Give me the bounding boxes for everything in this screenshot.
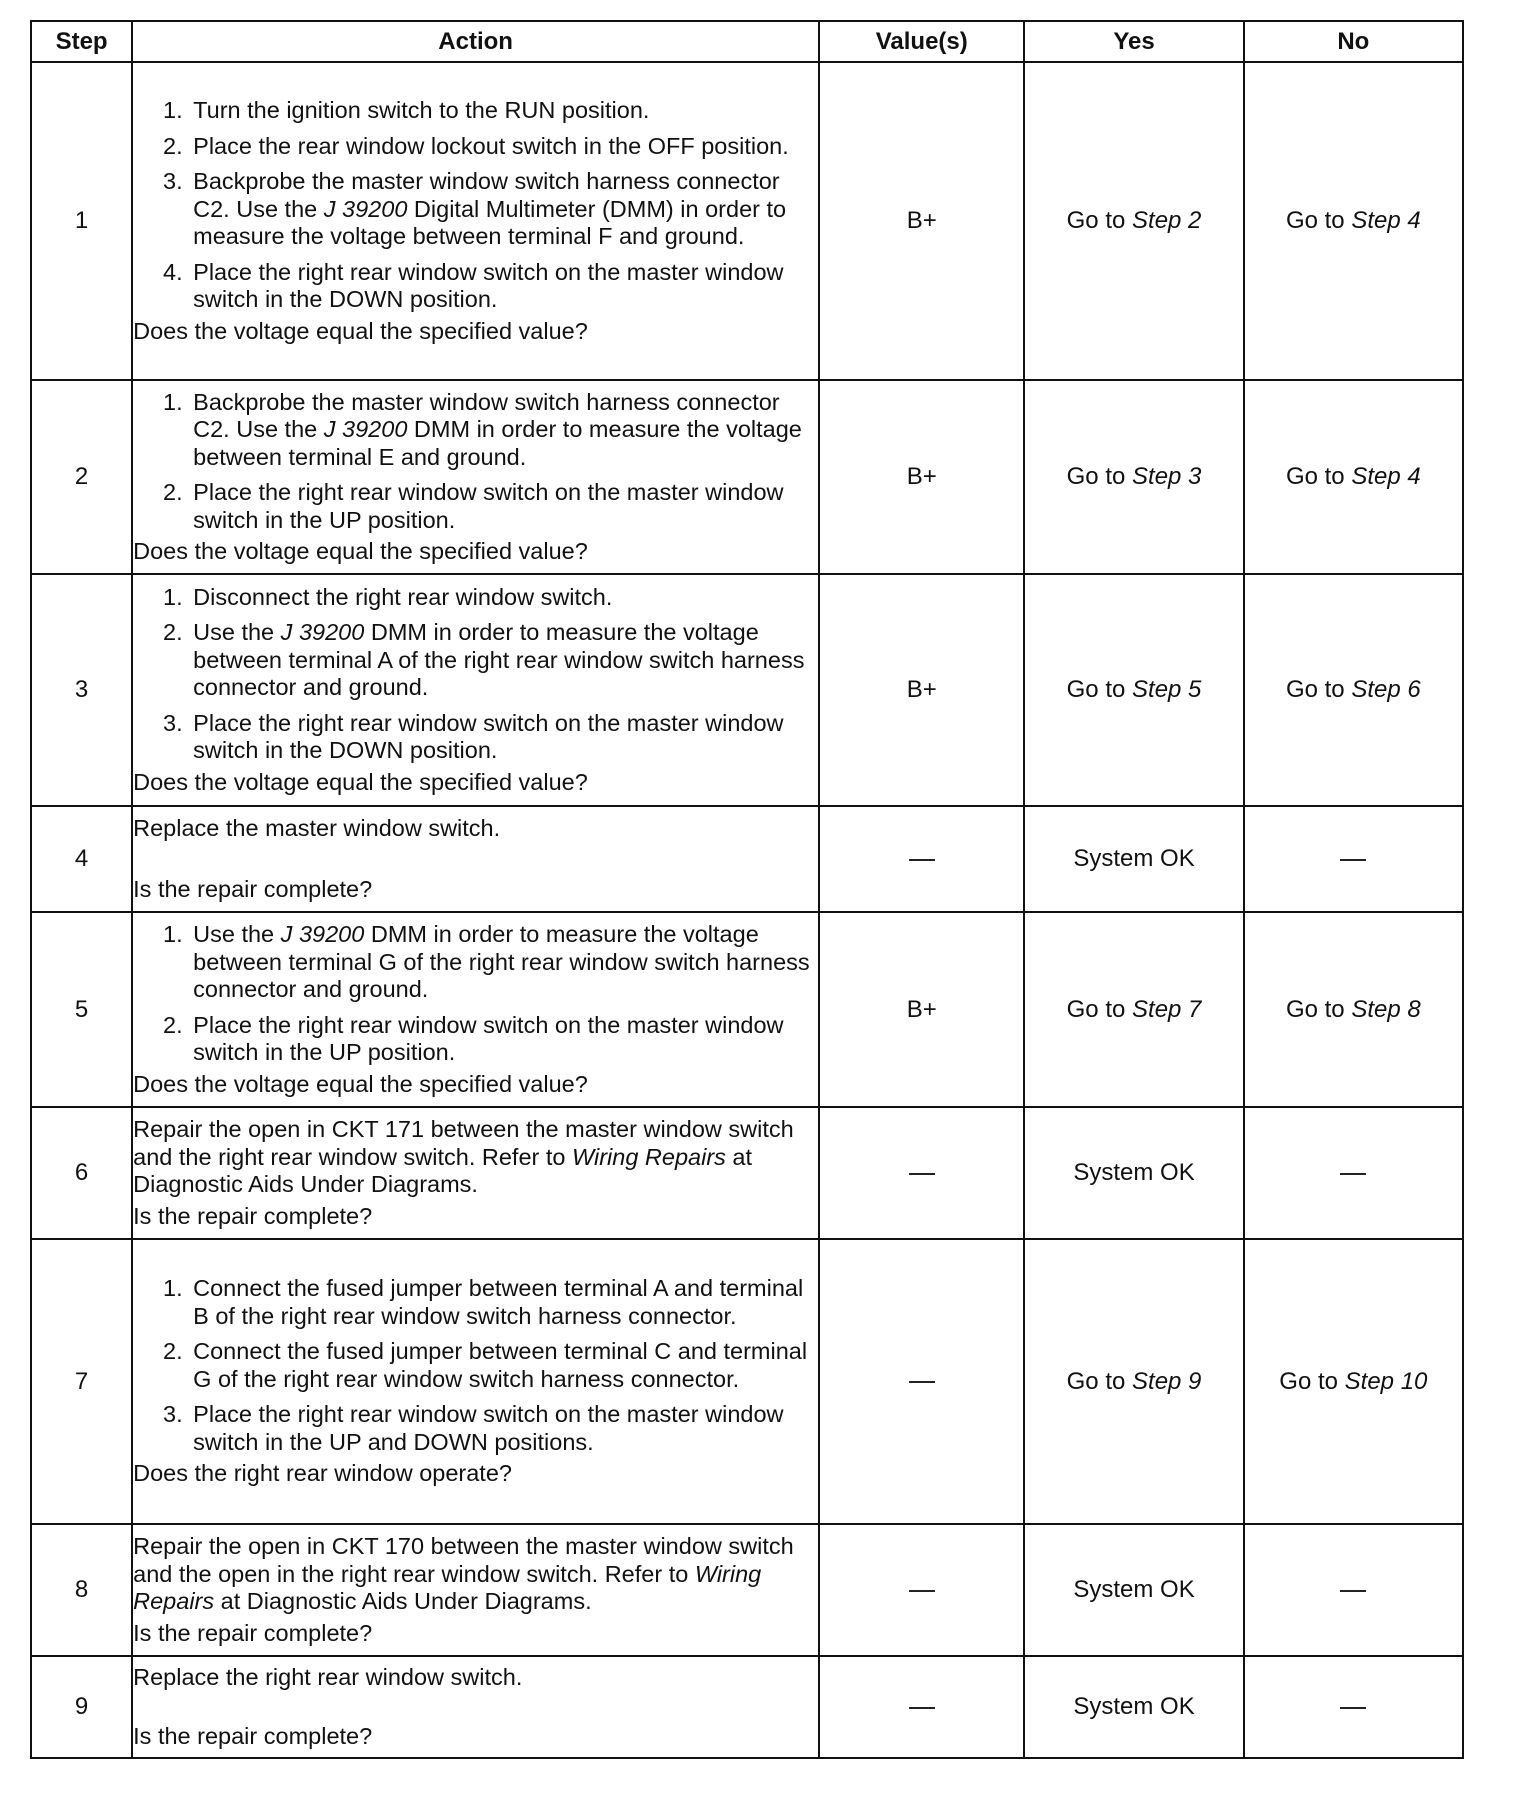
action-text: Replace the master window switch. <box>133 815 501 841</box>
action-item: 3. Place the right rear window switch on the master window switch in the DOWN position. <box>189 710 818 765</box>
value-cell <box>819 806 1024 912</box>
value-cell <box>819 1107 1024 1239</box>
yes-result: Go to Step 7 <box>1024 912 1243 1107</box>
header-no: No <box>1244 21 1463 62</box>
action-cell <box>132 574 819 806</box>
step-number: 9 <box>31 1656 132 1758</box>
action-cell <box>132 1656 819 1758</box>
action-list <box>133 584 818 769</box>
question-text: Is the repair complete? <box>133 875 373 902</box>
action-cell <box>132 1239 819 1524</box>
action-item: 3. Place the right rear window switch on the master window switch in the UP and DOWN positions. <box>189 1401 818 1456</box>
step-number: 4 <box>31 806 132 912</box>
header-row <box>31 21 1463 62</box>
action-item: 1. Connect the fused jumper between terminal A and terminal B of the right rear window switch harness connector. <box>189 1275 818 1330</box>
table-row <box>31 806 1463 912</box>
tool-name: J 39200 <box>280 619 365 646</box>
no-result: Go to Step 10 <box>1244 1239 1463 1524</box>
step-number: 8 <box>31 1524 132 1656</box>
step-number: 6 <box>31 1107 132 1239</box>
dash-mark <box>909 1381 935 1383</box>
table-row <box>31 1239 1463 1524</box>
action-item: 1. Disconnect the right rear window switch. <box>189 584 818 612</box>
action-item: 2. Connect the fused jumper between terminal C and terminal G of the right rear window switch harness connector. <box>189 1338 818 1393</box>
step-number: 2 <box>31 380 132 574</box>
action-item: 1. Backprobe the master window switch harness connector C2. Use the J 39200 DMM in order to measure the voltage between terminal E and ground. <box>189 389 818 472</box>
question-text: Is the repair complete? <box>133 1619 373 1646</box>
header-yes: Yes <box>1024 21 1243 62</box>
no-result <box>1244 1656 1463 1758</box>
action-text: Replace the right rear window switch. <box>133 1664 523 1690</box>
diagnostic-table <box>30 20 1464 1759</box>
step-number: 1 <box>31 62 132 380</box>
value-cell <box>819 1239 1024 1524</box>
dash-mark <box>1340 1173 1366 1175</box>
action-item: 2. Place the right rear window switch on the master window switch in the UP position. <box>189 1012 818 1067</box>
action-cell <box>132 380 819 574</box>
value-cell: B+ <box>819 380 1024 574</box>
action-text: Repair the open in CKT 171 between the master window switch and the right rear window switch. Refer to Wiring Repairs at Diagnostic Aids Under Diagrams. <box>133 1116 794 1197</box>
yes-result: Go to Step 9 <box>1024 1239 1243 1524</box>
action-cell <box>132 1107 819 1239</box>
table-row <box>31 1524 1463 1656</box>
dash-mark <box>1340 859 1366 861</box>
table-row <box>31 62 1463 380</box>
tool-name: J 39200 <box>323 195 408 222</box>
value-cell: B+ <box>819 574 1024 806</box>
dash-mark <box>909 1173 935 1175</box>
header-action: Action <box>132 21 819 62</box>
value-cell <box>819 1524 1024 1656</box>
dash-mark <box>1340 1590 1366 1592</box>
action-cell <box>132 1524 819 1656</box>
action-cell <box>132 806 819 912</box>
action-list <box>133 1275 818 1460</box>
question-text: Does the voltage equal the specified value? <box>133 768 588 795</box>
no-result: Go to Step 8 <box>1244 912 1463 1107</box>
action-item: 1. Turn the ignition switch to the RUN position. <box>189 97 818 125</box>
action-cell <box>132 62 819 380</box>
dash-mark <box>909 1707 935 1709</box>
reference-link-text: Wiring Repairs <box>133 1560 762 1614</box>
action-item: 2. Place the rear window lockout switch in the OFF position. <box>189 133 818 161</box>
question-text: Is the repair complete? <box>133 1722 373 1749</box>
value-cell: B+ <box>819 912 1024 1107</box>
yes-result: System OK <box>1024 806 1243 912</box>
action-list <box>133 97 818 318</box>
question-text: Does the voltage equal the specified value? <box>133 1070 588 1097</box>
action-cell <box>132 912 819 1107</box>
action-item: 2. Place the right rear window switch on the master window switch in the UP position. <box>189 479 818 534</box>
no-result <box>1244 806 1463 912</box>
step-number: 5 <box>31 912 132 1107</box>
question-text: Is the repair complete? <box>133 1202 373 1229</box>
no-result <box>1244 1107 1463 1239</box>
no-result <box>1244 1524 1463 1656</box>
tool-name: J 39200 <box>323 416 408 442</box>
table-row <box>31 1656 1463 1758</box>
value-cell <box>819 1656 1024 1758</box>
header-values: Value(s) <box>819 21 1024 62</box>
dash-mark <box>909 1590 935 1592</box>
dash-mark <box>1340 1707 1366 1709</box>
question-text: Does the right rear window operate? <box>133 1460 512 1487</box>
table-row <box>31 1107 1463 1239</box>
no-result: Go to Step 4 <box>1244 62 1463 380</box>
step-number: 3 <box>31 574 132 806</box>
question-text: Does the voltage equal the specified value? <box>133 538 588 564</box>
yes-result: System OK <box>1024 1107 1243 1239</box>
yes-result: Go to Step 3 <box>1024 380 1243 574</box>
yes-result: System OK <box>1024 1656 1243 1758</box>
action-text: Repair the open in CKT 170 between the master window switch and the open in the right rear window switch. Refer to Wiring Repairs at Diagnostic Aids Under Diagrams. <box>133 1533 794 1614</box>
header-step: Step <box>31 21 132 62</box>
action-list <box>133 389 818 539</box>
no-result: Go to Step 4 <box>1244 380 1463 574</box>
action-item: 4. Place the right rear window switch on the master window switch in the DOWN position. <box>189 259 818 314</box>
action-item: 2. Use the J 39200 DMM in order to measure the voltage between terminal A of the right rear window switch harness connector and ground. <box>189 619 818 702</box>
table-row <box>31 574 1463 806</box>
table-row <box>31 380 1463 574</box>
yes-result: System OK <box>1024 1524 1243 1656</box>
action-item: 3. Backprobe the master window switch harness connector C2. Use the J 39200 Digital Multimeter (DMM) in order to measure the voltage between terminal F and ground. <box>189 168 818 251</box>
yes-result: Go to Step 5 <box>1024 574 1243 806</box>
step-number: 7 <box>31 1239 132 1524</box>
action-list <box>133 921 818 1071</box>
yes-result: Go to Step 2 <box>1024 62 1243 380</box>
action-item: 1. Use the J 39200 DMM in order to measure the voltage between terminal G of the right rear window switch harness connector and ground. <box>189 921 818 1004</box>
value-cell: B+ <box>819 62 1024 380</box>
tool-name: J 39200 <box>280 921 365 947</box>
table-row <box>31 912 1463 1107</box>
dash-mark <box>909 859 935 861</box>
reference-link-text: Wiring Repairs <box>572 1143 726 1170</box>
no-result: Go to Step 6 <box>1244 574 1463 806</box>
question-text: Does the voltage equal the specified value? <box>133 317 588 344</box>
